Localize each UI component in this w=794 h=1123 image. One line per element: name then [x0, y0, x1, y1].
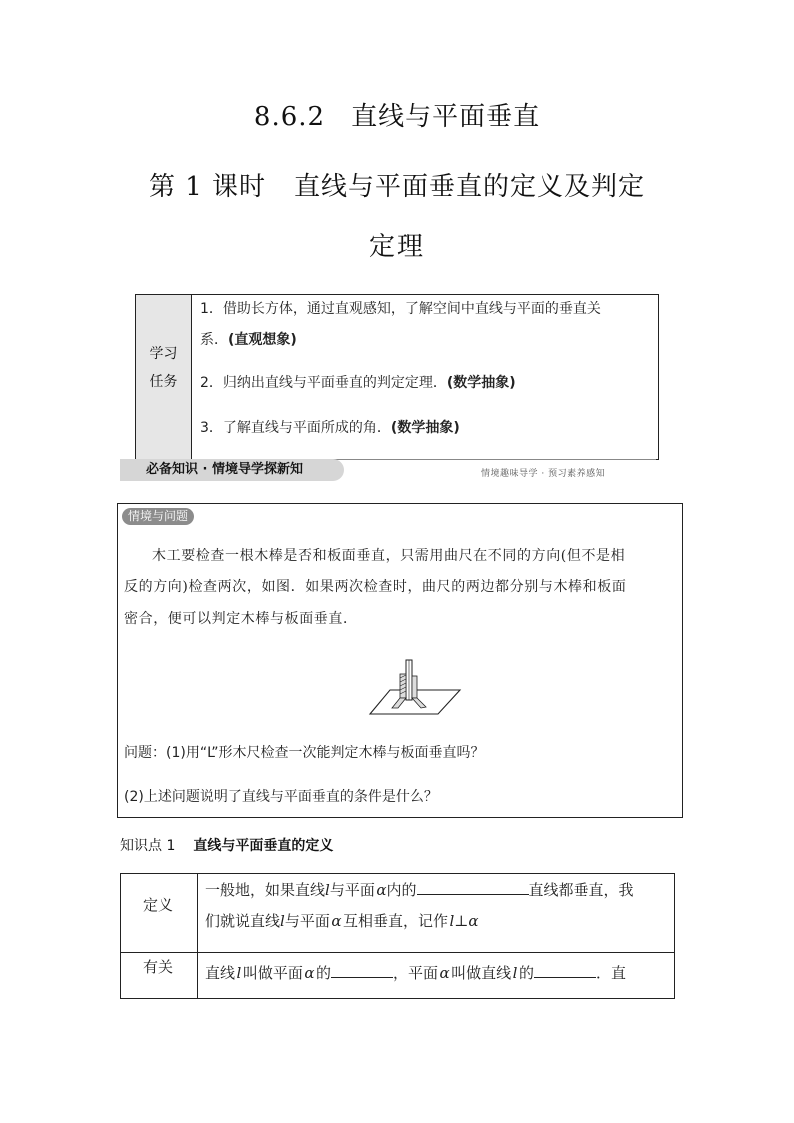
row2-text-d: ，平面 — [393, 964, 439, 982]
section-title: 直线与平面垂直 — [351, 102, 541, 132]
row1-text-f: 与平面 — [284, 912, 330, 930]
table-divider-vertical — [197, 874, 198, 998]
task-label-line1: 学习 — [149, 346, 178, 362]
lesson-title-line2: 定理 — [368, 232, 425, 262]
scenario-question-2: (2)上述问题说明了直线与平面垂直的条件是什么？ — [124, 789, 438, 805]
task-item-3 — [200, 417, 460, 437]
row1-text-g: 互相垂直，记作 — [342, 912, 448, 930]
row1-var-l: l — [325, 881, 330, 899]
row1-text-e: 们就说直线 — [205, 912, 281, 930]
task-item-1-line-a: 1．借助长方体，通过直观感知，了解空间中直线与平面的垂直关 — [200, 301, 601, 317]
task-item-2-tag: (数学抽象) — [446, 375, 516, 391]
section-number: 8.6.2 — [253, 102, 326, 132]
lesson-title-line1: 直线与平面垂直的定义及判定 — [294, 172, 646, 202]
row2-text-b: 叫做平面 — [242, 964, 303, 982]
row2-var-l-2: l — [512, 964, 518, 982]
task-item-2 — [200, 372, 516, 392]
row2-text-e: 叫做直线 — [451, 964, 512, 982]
row1-line-a — [205, 879, 634, 900]
task-item-1-tag: (直观想象) — [228, 332, 297, 348]
task-item-3-text: 3．了解直线与平面所成的角． — [200, 420, 391, 436]
carpenter-square-figure — [368, 656, 463, 718]
row2-text-g: ．直 — [596, 964, 627, 982]
lesson-prefix: 第 1 课时 — [148, 172, 267, 202]
section-heading — [0, 96, 794, 133]
row1-text-d: 直线都垂直，我 — [528, 881, 634, 899]
row1-line-b — [205, 910, 479, 931]
row1-text-c: 内的 — [386, 881, 417, 899]
row2-header: 有关 — [143, 958, 174, 976]
knowledge-point-title: 直线与平面垂直的定义 — [193, 838, 334, 854]
task-item-2-text: 2．归纳出直线与平面垂直的判定定理． — [200, 375, 447, 391]
row2-var-l: l — [236, 964, 242, 982]
scenario-box — [117, 503, 683, 818]
row2-text-a: 直线 — [205, 964, 236, 982]
row2-blank-1[interactable] — [331, 963, 393, 978]
row2-blank-2[interactable] — [534, 963, 596, 978]
section-banner: 必备知识 · 情境导学探新知 — [120, 459, 344, 481]
row1-text-b: 与平面 — [329, 881, 375, 899]
definition-table — [120, 873, 675, 999]
task-item-1-line-b — [200, 329, 297, 349]
banner-subtitle: 情境趣味导学 · 预习素养感知 — [481, 469, 606, 479]
row2-text-f: 的 — [518, 964, 534, 982]
task-label-cell — [136, 295, 192, 459]
row1-var-l-2: l — [280, 912, 285, 930]
row1-notation: l⊥α — [449, 912, 479, 930]
scenario-line-3: 密合，便可以判定木棒与板面垂直． — [124, 611, 358, 627]
row1-text-a: 一般地，如果直线 — [205, 881, 326, 899]
scenario-line-2: 反的方向)检查两次，如图．如果两次检查时，曲尺的两边都分别与木棒和板面 — [124, 579, 627, 595]
scenario-line-1: 木工要检查一根木棒是否和板面垂直，只需用曲尺在不同的方向(但不是相 — [152, 548, 626, 564]
table-divider-horizontal — [121, 952, 674, 953]
row1-var-alpha-2: α — [331, 912, 342, 930]
task-label-line2: 任务 — [149, 374, 178, 390]
scenario-question-1: 问题：(1)用“L”形木尺检查一次能判定木棒与板面垂直吗？ — [124, 745, 485, 761]
row1-blank[interactable] — [417, 880, 529, 895]
task-item-1-text-b: 系． — [200, 332, 228, 348]
row2-line — [205, 962, 626, 983]
row1-header: 定义 — [143, 896, 174, 914]
scenario-badge: 情境与问题 — [122, 508, 194, 525]
row2-var-alpha: α — [304, 964, 315, 982]
learning-task-box — [135, 294, 659, 460]
row1-var-alpha: α — [376, 881, 387, 899]
knowledge-point-label: 知识点 1 — [120, 838, 176, 854]
task-item-3-tag: (数学抽象) — [390, 420, 460, 436]
lesson-heading — [0, 166, 794, 203]
row2-var-alpha-2: α — [439, 964, 450, 982]
row2-text-c: 的 — [315, 964, 331, 982]
knowledge-point-heading — [120, 835, 333, 855]
